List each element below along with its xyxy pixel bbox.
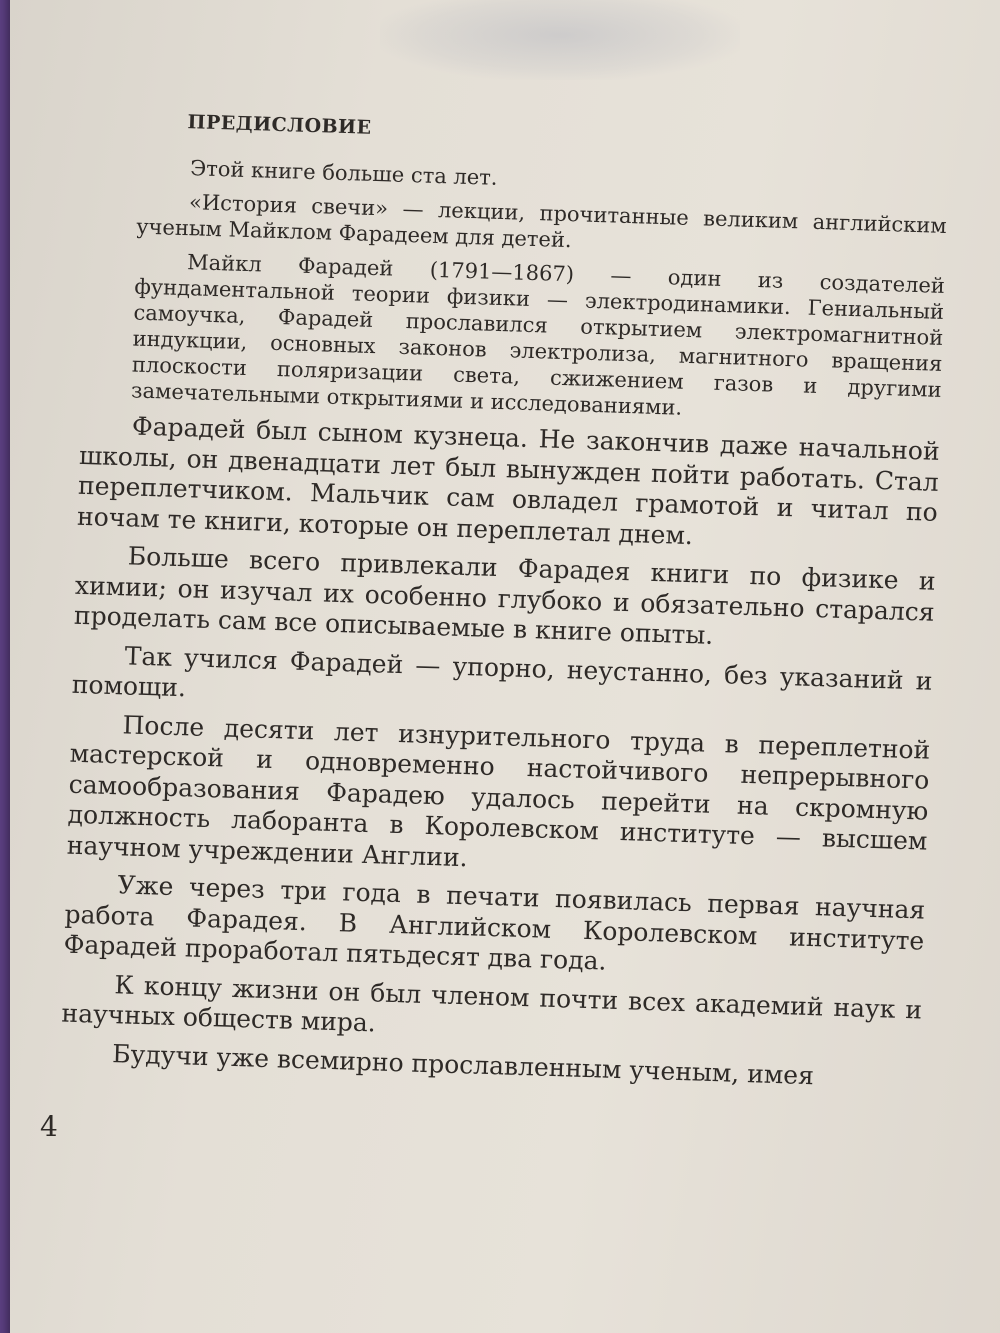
page-number: 4 [40,1110,58,1143]
paragraph-1: Этой книге больше ста лет. [189,156,498,190]
paragraph-6: Так учился Фарадей — упорно, неустанно, без указаний и помощи. [71,640,933,703]
paragraph-7: После десяти лет изнурительного труда в переплетной мастерской и одновременно настойчивого непрерывного самообразования Фарадею удалось перейти на скромную должность лаборанта в Королевском институте — высшем научном учреждении Англии. [66,709,931,872]
paragraph-2: «История свечи» — лекции, прочитанные великим английским ученым Майклом Фарадеем для детей. [135,190,948,253]
reverse-side-bleed-through [380,0,740,80]
paragraph-4: Фарадей был сыном кузнеца. Не закончив даже начальной школы, он двенадцати лет был вынужден пойти работать. Стал переплетчиком. Мальчик сам овладел грамотой и читал по ночам те книги, которые он переплетал днем. [76,411,941,550]
paragraph-3: Майкл Фарадей (1791—1867) — один из создателей фундаментальной теории физики — электродинамики. Гениальный самоучка, Фарадей прославился открытием электромагнитной индукции, основных законов электролиза, магнитного вращения плоскости поляризации света, сжижением газов и другими замечательными открытиями и исследованиями. [130,250,946,420]
paragraph-9: К концу жизни он был членом почти всех академий наук и научных обществ мира. [61,969,923,1038]
paragraph-5: Больше всего привлекали Фарадея книги по физике и химии; он изучал их особенно глубоко и обязательно старался проделать сам все описываемые в книге опыты. [73,541,937,650]
paragraph-8: Уже через три года в печати появилась первая научная работа Фарадея. В Английском Королевском институте Фарадей проработал пятьдесят два года. [63,870,926,976]
section-heading: ПРЕДИСЛОВИЕ [187,111,372,139]
page-text-block [60,108,950,1103]
paragraph-10: Будучи уже всемирно прославленным ученым, имея [111,1038,815,1090]
